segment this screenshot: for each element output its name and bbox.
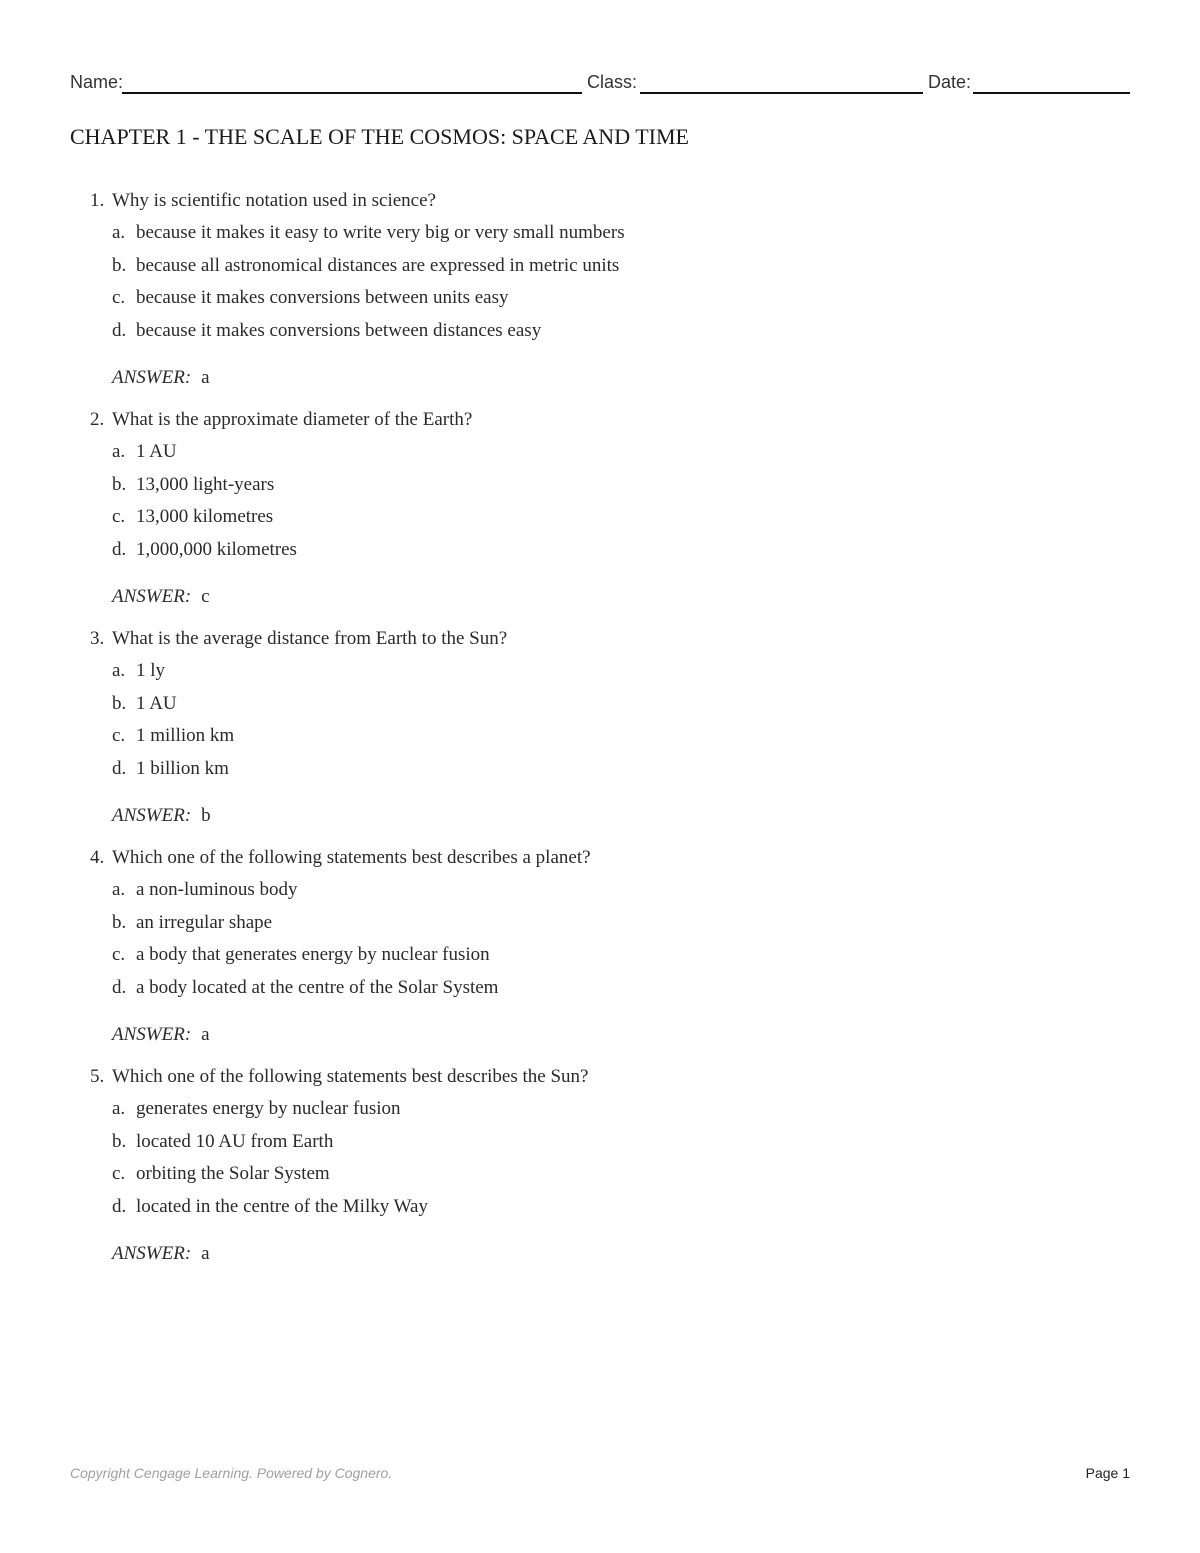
answer-label: ANSWER: xyxy=(112,367,192,388)
option-text: because it makes conversions between units easy xyxy=(136,287,509,308)
header-fields xyxy=(70,72,1130,98)
option-text: a body located at the centre of the Solar System xyxy=(136,976,499,998)
question-1 xyxy=(90,186,1090,393)
question-number: 4. xyxy=(90,847,105,868)
option-letter: d. xyxy=(112,976,127,998)
answer-line xyxy=(112,1239,1090,1269)
option-text: 13,000 light-years xyxy=(136,473,275,495)
page-number: Page 1 xyxy=(1085,1465,1130,1481)
option-letter: b. xyxy=(112,1130,127,1152)
question-4 xyxy=(90,843,1090,1050)
option-letter: d. xyxy=(112,757,127,779)
answer-label: ANSWER: xyxy=(112,1243,192,1264)
option-text: because all astronomical distances are expressed in metric units xyxy=(136,254,620,276)
question-text: What is the average distance from Earth to the Sun? xyxy=(112,628,508,649)
question-3 xyxy=(90,624,1090,831)
option-text: 1 billion km xyxy=(136,757,229,779)
date-label: Date: xyxy=(928,72,972,92)
option-letter: a. xyxy=(112,660,126,681)
option-letter: c. xyxy=(112,1163,126,1184)
answer-line xyxy=(112,363,1090,393)
option-a xyxy=(112,436,1090,469)
option-c xyxy=(112,501,1090,534)
chapter-title: CHAPTER 1 - THE SCALE OF THE COSMOS: SPACE AND TIME xyxy=(70,124,689,149)
option-d xyxy=(112,753,1090,786)
question-number: 2. xyxy=(90,409,105,430)
option-letter: d. xyxy=(112,319,127,341)
option-letter: b. xyxy=(112,692,127,714)
question-text: Why is scientific notation used in science? xyxy=(112,190,436,211)
answer-label: ANSWER: xyxy=(112,586,192,607)
option-b xyxy=(112,1126,1090,1159)
question-number: 1. xyxy=(90,190,105,211)
option-text: located in the centre of the Milky Way xyxy=(136,1195,428,1217)
option-text: 1 ly xyxy=(136,660,166,681)
option-c xyxy=(112,282,1090,315)
option-list xyxy=(112,217,1090,347)
copyright-text: Copyright Cengage Learning. Powered by Cognero. xyxy=(70,1465,393,1481)
question-number: 3. xyxy=(90,628,105,649)
option-d xyxy=(112,972,1090,1005)
name-label: Name: xyxy=(70,72,124,92)
option-a xyxy=(112,655,1090,688)
answer-value: a xyxy=(201,1024,210,1045)
answer-line xyxy=(112,801,1090,831)
option-text: 1 AU xyxy=(136,692,177,714)
name-field[interactable] xyxy=(122,92,582,94)
option-text: generates energy by nuclear fusion xyxy=(136,1098,401,1119)
option-text: because it makes it easy to write very big or very small numbers xyxy=(136,222,625,243)
question-5 xyxy=(90,1062,1090,1269)
answer-value: b xyxy=(201,805,211,826)
question-number: 5. xyxy=(90,1066,105,1087)
answer-line xyxy=(112,1020,1090,1050)
question-stem xyxy=(90,624,1090,654)
option-letter: c. xyxy=(112,725,126,746)
option-letter: c. xyxy=(112,944,126,965)
option-text: located 10 AU from Earth xyxy=(136,1130,334,1152)
option-letter: a. xyxy=(112,441,126,462)
answer-value: a xyxy=(201,1243,210,1264)
option-list xyxy=(112,655,1090,785)
question-text: Which one of the following statements best describes a planet? xyxy=(112,847,591,868)
answer-label: ANSWER: xyxy=(112,1024,192,1045)
option-a xyxy=(112,874,1090,907)
question-2 xyxy=(90,405,1090,612)
option-text: 1,000,000 kilometres xyxy=(136,538,297,560)
option-c xyxy=(112,1158,1090,1191)
answer-value: c xyxy=(201,586,210,607)
option-b xyxy=(112,469,1090,502)
option-letter: d. xyxy=(112,538,127,560)
option-letter: c. xyxy=(112,506,126,527)
question-text: What is the approximate diameter of the Earth? xyxy=(112,409,473,430)
option-letter: b. xyxy=(112,254,127,276)
date-field[interactable] xyxy=(973,92,1130,94)
option-letter: b. xyxy=(112,473,127,495)
option-text: 1 AU xyxy=(136,441,177,462)
option-d xyxy=(112,315,1090,348)
answer-line xyxy=(112,582,1090,612)
option-text: 1 million km xyxy=(136,725,235,746)
option-letter: d. xyxy=(112,1195,127,1217)
option-list xyxy=(112,436,1090,566)
option-b xyxy=(112,907,1090,940)
option-c xyxy=(112,720,1090,753)
answer-value: a xyxy=(201,367,210,388)
option-text: a body that generates energy by nuclear fusion xyxy=(136,944,490,965)
option-list xyxy=(112,1093,1090,1223)
option-a xyxy=(112,1093,1090,1126)
option-letter: a. xyxy=(112,1098,126,1119)
option-b xyxy=(112,688,1090,721)
option-c xyxy=(112,939,1090,972)
option-letter: c. xyxy=(112,287,126,308)
option-text: 13,000 kilometres xyxy=(136,506,274,527)
question-text: Which one of the following statements best describes the Sun? xyxy=(112,1066,589,1087)
option-text: an irregular shape xyxy=(136,911,273,933)
option-text: because it makes conversions between distances easy xyxy=(136,319,542,341)
option-d xyxy=(112,534,1090,567)
option-letter: b. xyxy=(112,911,127,933)
option-a xyxy=(112,217,1090,250)
option-text: a non-luminous body xyxy=(136,879,298,900)
option-letter: a. xyxy=(112,222,126,243)
question-stem xyxy=(90,1062,1090,1092)
answer-label: ANSWER: xyxy=(112,805,192,826)
class-label: Class: xyxy=(587,72,638,92)
option-b xyxy=(112,250,1090,283)
question-stem xyxy=(90,186,1090,216)
page-footer xyxy=(70,1465,1130,1489)
option-d xyxy=(112,1191,1090,1224)
question-stem xyxy=(90,843,1090,873)
class-field[interactable] xyxy=(640,92,923,94)
option-letter: a. xyxy=(112,879,126,900)
option-text: orbiting the Solar System xyxy=(136,1163,330,1184)
question-stem xyxy=(90,405,1090,435)
option-list xyxy=(112,874,1090,1004)
